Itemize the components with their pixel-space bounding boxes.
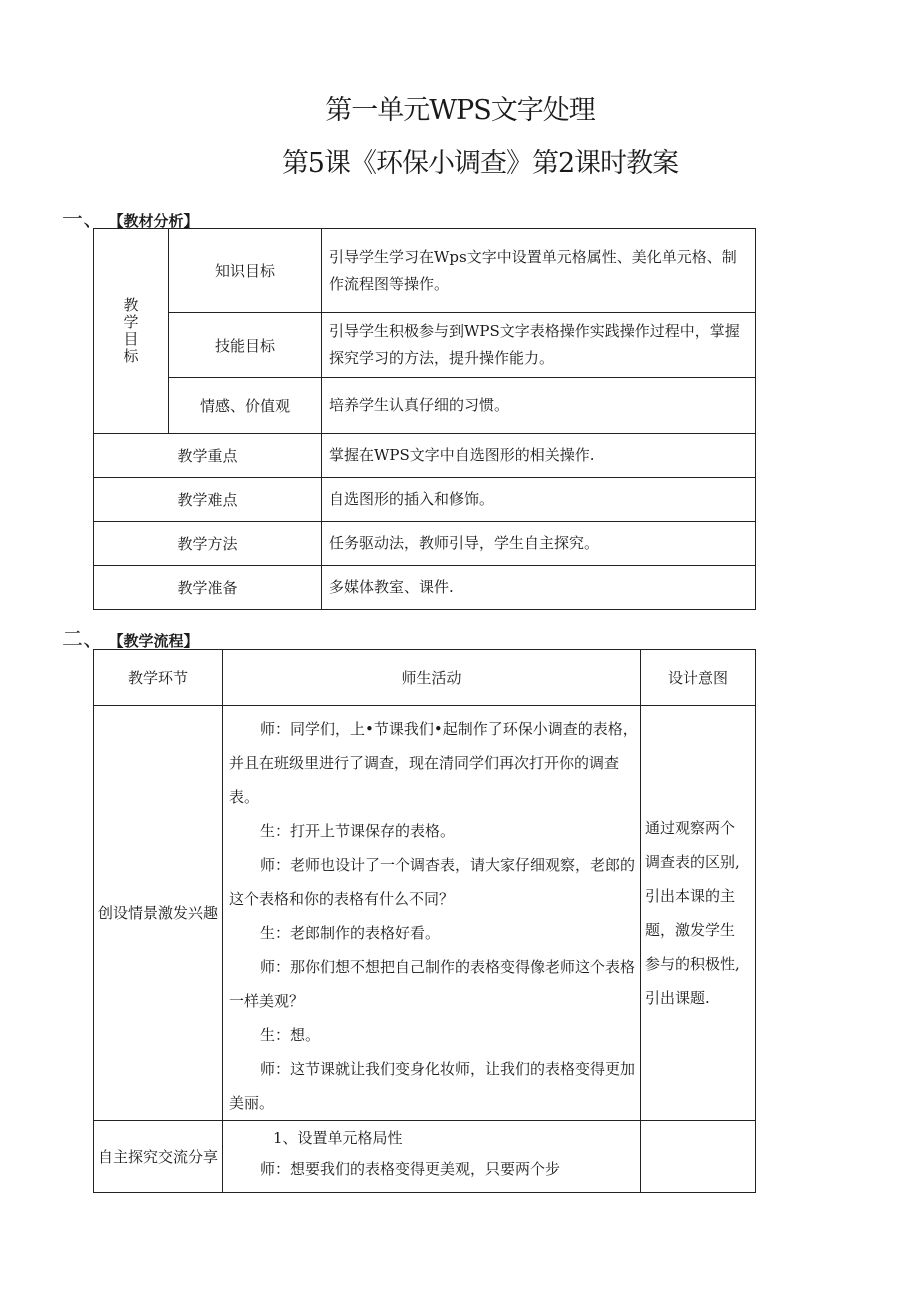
section-number: 二、	[62, 627, 104, 651]
table-row	[94, 1121, 756, 1193]
design-line: 引出课题.	[645, 989, 710, 1007]
header-design: 设计意图	[641, 650, 756, 706]
row-content: 多媒体教室、课件.	[322, 566, 756, 610]
table-row	[94, 313, 756, 378]
table-row	[94, 229, 756, 313]
row-label: 技能目标	[169, 313, 322, 378]
row-label: 教学准备	[94, 566, 322, 610]
activity-paragraph: 师：那你们想不想把自己制作的表格变得像老师这个表格一样美观？	[229, 958, 636, 1010]
analysis-table	[93, 228, 756, 610]
activity-paragraph: 师：这节课就让我们变身化妆师，让我们的表格变得更加美丽。	[229, 1060, 636, 1112]
design-cell	[641, 1121, 756, 1193]
row-content: 任务驱动法，教师引导，学生自主探究。	[322, 522, 756, 566]
design-line: 通过观察两个	[645, 819, 736, 837]
teaching-goals-header: 教 学 目 标	[94, 229, 169, 434]
activity-cell	[223, 706, 641, 1121]
stage-cell: 自主探究交流分享	[94, 1121, 223, 1193]
table-row	[94, 434, 756, 478]
section-number: 一、	[62, 207, 104, 231]
activity-paragraph: 师：想要我们的表格变得更美观，只要两个步	[260, 1160, 561, 1178]
table-row	[94, 522, 756, 566]
row-label: 知识目标	[169, 229, 322, 313]
table-row	[94, 706, 756, 1121]
row-label: 教学重点	[94, 434, 322, 478]
header-stage: 教学环节	[94, 650, 223, 706]
table-row	[94, 378, 756, 434]
stage-cell: 创设情景激发兴趣	[94, 706, 223, 1121]
section-label: 【教学流程】	[116, 632, 199, 650]
row-content: 培养学生认真仔细的习惯。	[322, 378, 756, 434]
row-content: 引导学生学习在Wps文字中设置单元格属性、美化单元格、制作流程图等操作。	[322, 229, 756, 313]
row-content: 掌握在WPS文字中自选图形的相关操作.	[322, 434, 756, 478]
row-label: 教学方法	[94, 522, 322, 566]
activity-paragraph: 师：同学们，上•节课我们•起制作了环保小调查的表格，并且在班级里进行了调查，现在清同学们再次打开你的调查表。	[229, 720, 638, 806]
document-title: 第一单元WPS文字处理	[325, 95, 595, 126]
table-header-row	[94, 650, 756, 706]
row-label: 情感、价值观	[169, 378, 322, 434]
table-row	[94, 566, 756, 610]
activity-paragraph: 生：想。	[260, 1026, 321, 1044]
design-line: 参与的积极性,	[645, 955, 740, 973]
row-content: 自选图形的插入和修饰。	[322, 478, 756, 522]
row-content: 引导学生积极参与到WPS文字表格操作实践操作过程中，掌握探究学习的方法，提升操作能力。	[322, 313, 756, 378]
design-line: 题，激发学生	[645, 921, 736, 939]
section-label: 【教材分析】	[116, 212, 199, 230]
header-activity: 师生活动	[223, 650, 641, 706]
table-row	[94, 478, 756, 522]
activity-paragraph: 1、设置单元格局性	[273, 1129, 403, 1147]
design-line: 调查表的区别,	[645, 853, 740, 871]
design-line: 引出本课的主	[645, 887, 736, 905]
activity-cell	[223, 1121, 641, 1193]
row-label: 教学难点	[94, 478, 322, 522]
design-cell	[641, 706, 756, 1121]
lesson-title: 第5课《环保小调查》第2课时教案	[281, 148, 679, 179]
activity-paragraph: 生：打开上节课保存的表格。	[260, 822, 456, 840]
flow-table	[93, 649, 756, 1193]
activity-paragraph: 生：老郎制作的表格好看。	[260, 924, 441, 942]
activity-paragraph: 师：老师也设计了一个调杳表，请大家仔细观察，老郎的这个表格和你的表格有什么不同？	[229, 856, 636, 908]
